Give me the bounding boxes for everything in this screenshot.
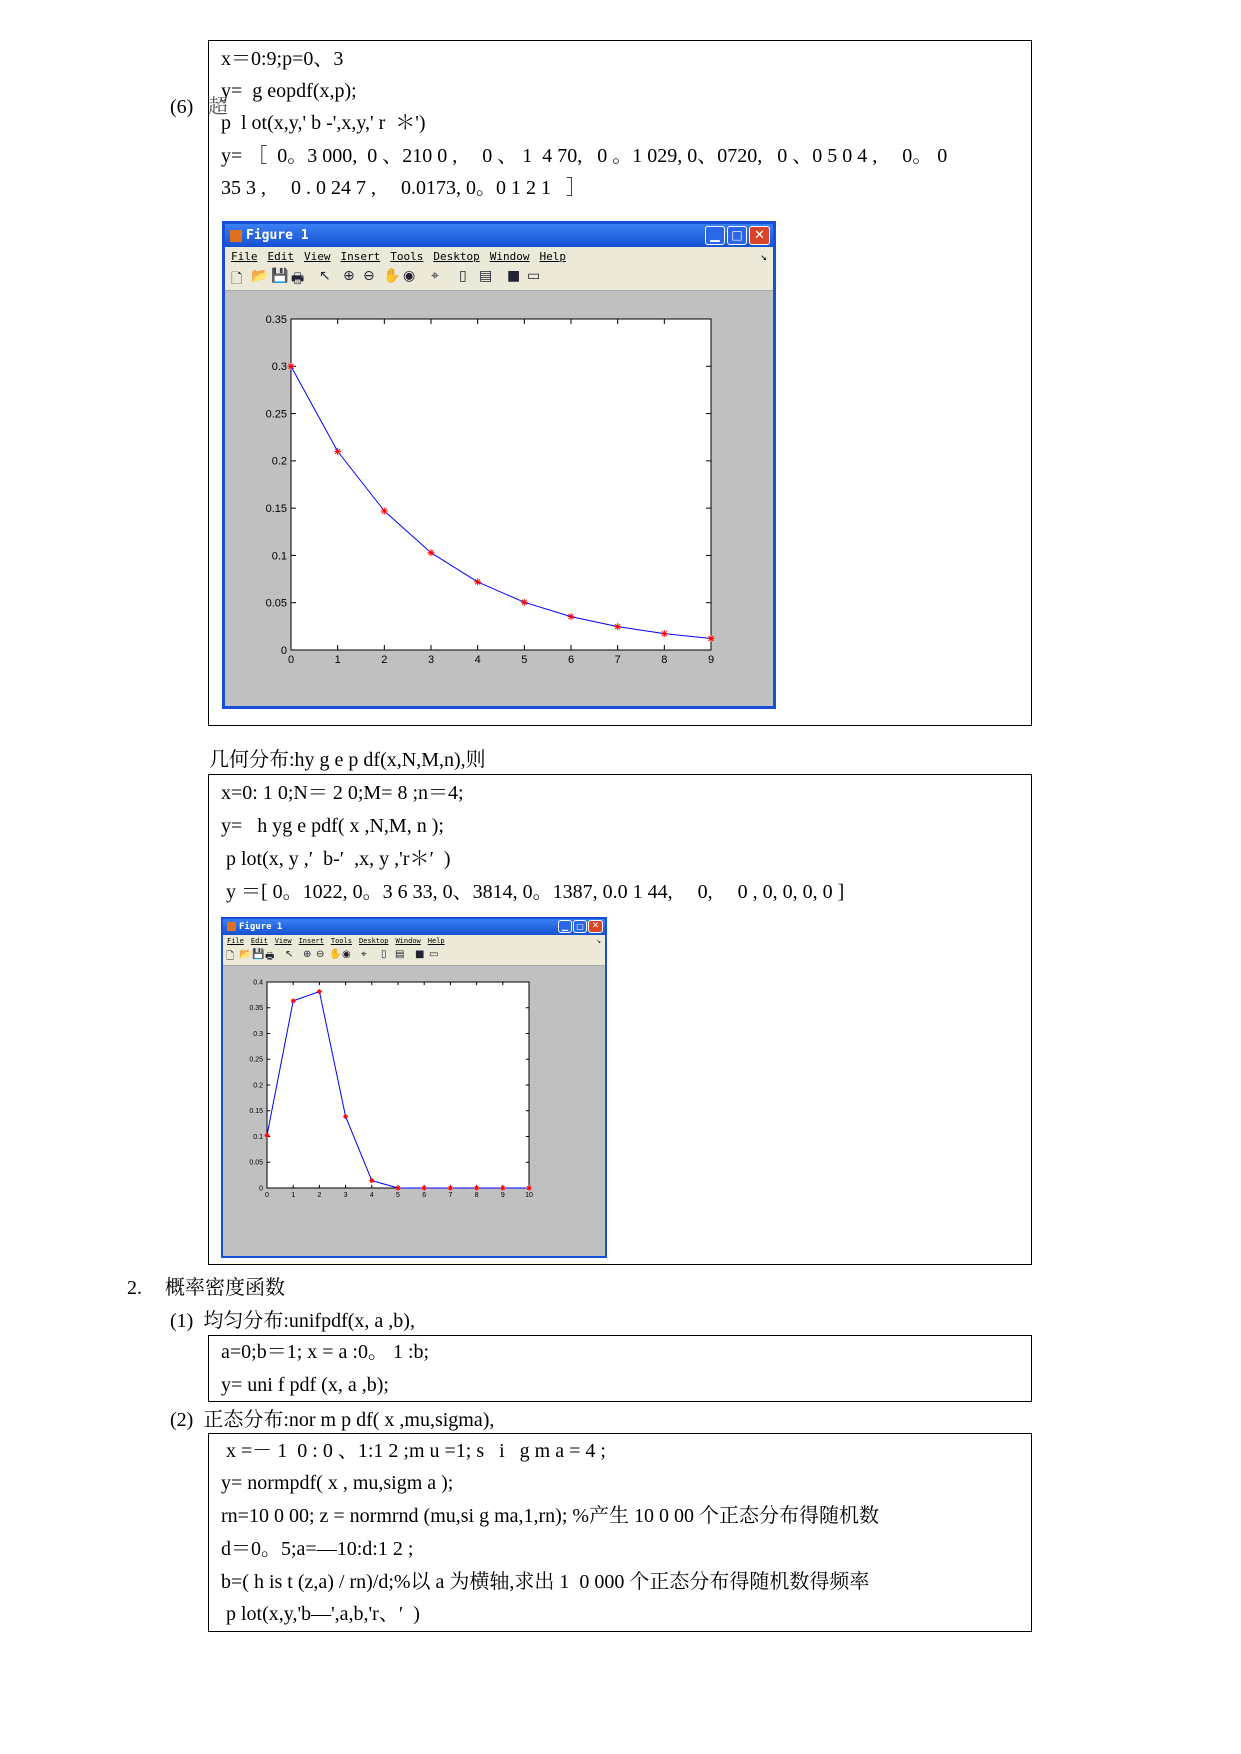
code-line: p lot(x, y ,′ b-′ ,x, y ,'r＊′ ) <box>221 848 451 870</box>
section-number: 2. <box>127 1277 142 1299</box>
menu-file[interactable]: File <box>231 250 258 263</box>
close-button[interactable]: ✕ <box>749 226 770 245</box>
menu-view[interactable]: View <box>304 250 331 263</box>
unif-code-box <box>208 1335 1032 1402</box>
legend-icon[interactable]: ▤ <box>479 268 493 284</box>
figure-plot-area <box>225 290 773 706</box>
figure-window <box>221 917 607 1258</box>
menu-window[interactable]: Window <box>395 937 421 945</box>
x-tick-label: 0 <box>265 1192 269 1199</box>
data-point-marker <box>448 1186 453 1191</box>
colorbar-icon[interactable]: ▯ <box>381 949 387 960</box>
print-icon[interactable]: 🖶 <box>291 271 305 287</box>
figure-titlebar <box>223 919 605 935</box>
figure-toolbar <box>223 948 605 966</box>
hyper-code-box <box>208 774 1032 1265</box>
menubar-dock-icon[interactable]: ↘ <box>596 937 601 945</box>
code-line: y= ［ 0。3 000, 0 、210 0 , 0 、 1 4 70, 0 。1 029, 0、0720, 0 、0 5 0 4 , 0。 0 <box>221 145 948 167</box>
y-tick-label: 0.3 <box>271 361 287 374</box>
code-line: y ＝[ 0。1022, 0。3 6 33, 0、3814, 0。1387, 0.0 1 44, 0, 0 , 0, 0, 0, 0 ] <box>221 881 845 903</box>
y-tick-label: 0.2 <box>271 455 287 468</box>
save-icon[interactable]: 💾 <box>271 268 289 284</box>
code-line: y= h yg e pdf( x ,N,M, n ); <box>221 815 444 837</box>
pan-hand-icon[interactable]: ✋ <box>383 268 401 284</box>
legend-icon[interactable]: ▤ <box>395 949 405 960</box>
code-line: y= normpdf( x , mu,sigm a ); <box>221 1472 454 1494</box>
code-line: d＝0。5;a=—10:d:1 2 ; <box>221 1538 414 1560</box>
menu-tools[interactable]: Tools <box>390 250 424 263</box>
menu-edit[interactable]: Edit <box>250 937 268 945</box>
pointer-icon[interactable]: ↖ <box>319 268 331 284</box>
x-tick-label: 2 <box>317 1192 322 1199</box>
x-tick-label: 0 <box>287 654 295 666</box>
menubar-dock-icon[interactable]: ↘ <box>760 250 767 263</box>
x-tick-label: 6 <box>422 1192 427 1199</box>
x-tick-label: 10 <box>525 1192 533 1199</box>
rotate-icon[interactable]: ◉ <box>403 268 416 284</box>
menu-desktop[interactable]: Desktop <box>358 937 389 945</box>
data-point-marker <box>396 1186 401 1191</box>
pan-hand-icon[interactable]: ✋ <box>329 949 342 960</box>
zoom-out-icon[interactable]: ⊖ <box>316 949 325 960</box>
minimize-button[interactable]: ▁ <box>705 226 725 245</box>
matlab-icon <box>227 922 236 931</box>
figure-title: Figure 1 <box>239 922 283 932</box>
y-tick-label: 0.25 <box>249 1056 263 1064</box>
hide-plot-tools-icon[interactable]: ■ <box>507 268 521 284</box>
minimize-button[interactable]: ▁ <box>558 920 572 933</box>
axes-box <box>267 982 529 1188</box>
y-tick-label: 0.15 <box>265 502 287 515</box>
code-line: 35 3 , 0 . 0 24 7 , 0.0173, 0。0 1 2 1 ］ <box>221 177 586 199</box>
menu-insert[interactable]: Insert <box>340 250 381 263</box>
menu-desktop[interactable]: Desktop <box>433 250 480 263</box>
menu-tools[interactable]: Tools <box>330 937 352 945</box>
figure-menubar <box>223 935 605 948</box>
code-line: p lot(x,y,'b—',a,b,'r、′ ) <box>221 1603 420 1625</box>
x-tick-label: 9 <box>707 654 715 666</box>
print-icon[interactable]: 🖶 <box>265 951 275 962</box>
section-title: 概率密度函数 <box>165 1277 285 1299</box>
y-tick-label: 0 <box>259 1185 263 1193</box>
x-tick-label: 6 <box>567 654 575 666</box>
code-line: p l ot(x,y,' b -',x,y,' r ＊') <box>221 112 426 134</box>
x-tick-label: 5 <box>396 1192 400 1199</box>
code-line: rn=10 0 00; z = normrnd (mu,si g ma,1,rn); %产生 10 0 00 个正态分布得随机数 <box>221 1505 880 1527</box>
y-tick-label: 0.2 <box>253 1082 263 1090</box>
y-tick-label: 0.35 <box>249 1005 263 1013</box>
y-tick-label: 0.05 <box>249 1159 263 1167</box>
code-line: y= uni f pdf (x, a ,b); <box>221 1374 389 1396</box>
x-tick-label: 1 <box>291 1192 296 1199</box>
code-line: a=0;b＝1; x = a :0。 1 :b; <box>221 1341 430 1363</box>
menu-file[interactable]: File <box>227 937 244 945</box>
unif-heading: (1) 均匀分布:unifpdf(x, a ,b), <box>170 1310 415 1332</box>
show-plot-tools-icon[interactable]: ▭ <box>527 268 541 284</box>
y-tick-label: 0.05 <box>265 597 287 610</box>
matlab-icon <box>230 230 242 242</box>
axes-box <box>291 319 711 650</box>
close-button[interactable]: ✕ <box>588 920 603 933</box>
figure-window <box>222 221 776 709</box>
y-tick-label: 0.25 <box>265 408 287 421</box>
menu-help[interactable]: Help <box>427 937 445 945</box>
maximize-button[interactable]: □ <box>573 920 587 933</box>
new-file-icon[interactable]: 🗋 <box>231 271 243 287</box>
x-tick-label: 7 <box>448 1192 453 1199</box>
figure-toolbar <box>225 266 773 291</box>
hyper-heading: 几何分布:hy g e p df(x,N,M,n),则 <box>209 749 486 771</box>
hide-plot-tools-icon[interactable]: ■ <box>415 949 425 960</box>
x-tick-label: 8 <box>474 1192 479 1199</box>
x-tick-label: 3 <box>427 654 435 666</box>
x-tick-label: 1 <box>334 654 341 666</box>
y-tick-label: 0.4 <box>253 979 263 987</box>
data-cursor-icon[interactable]: ⌖ <box>431 268 439 284</box>
new-file-icon[interactable]: 🗋 <box>226 951 235 962</box>
norm-code-box <box>208 1433 1032 1632</box>
code-line: x＝0:9;p=0、3 <box>221 48 344 70</box>
figure-plot-area <box>223 965 605 1256</box>
norm-heading: (2) 正态分布:nor m p df( x ,mu,sigma), <box>170 1409 495 1431</box>
menu-insert[interactable]: Insert <box>298 937 324 945</box>
menu-view[interactable]: View <box>274 937 292 945</box>
data-point-marker <box>527 1186 532 1191</box>
save-icon[interactable]: 💾 <box>252 949 265 960</box>
x-tick-label: 2 <box>381 654 388 666</box>
data-point-marker <box>474 578 481 585</box>
figure-menubar <box>225 247 773 266</box>
show-plot-tools-icon[interactable]: ▭ <box>429 949 439 960</box>
zoom-out-icon[interactable]: ⊖ <box>363 268 375 284</box>
y-tick-label: 0.3 <box>253 1030 263 1038</box>
data-point-marker <box>500 1186 505 1191</box>
y-tick-label: 0.1 <box>253 1133 263 1141</box>
x-tick-label: 4 <box>474 654 481 666</box>
x-tick-label: 8 <box>661 654 668 666</box>
code-line: x=0: 1 0;N＝ 2 0;M= 8 ;n＝4; <box>221 782 464 804</box>
zoom-in-icon[interactable]: ⊕ <box>303 949 312 960</box>
geo-code-box <box>208 40 1032 726</box>
x-tick-label: 7 <box>614 654 621 666</box>
code-line: b=( h is t (z,a) / rn)/d;%以 a 为横轴,求出 1 0 000 个正态分布得随机数得频率 <box>221 1571 870 1593</box>
figure-titlebar <box>225 224 773 247</box>
zoom-in-icon[interactable]: ⊕ <box>343 268 355 284</box>
code-line: x =－ 1 0 : 0 、1:1 2 ;m u =1; s i g m a = 4 ; <box>221 1440 606 1462</box>
y-tick-label: 0.1 <box>271 550 287 563</box>
colorbar-icon[interactable]: ▯ <box>459 268 467 284</box>
menu-window[interactable]: Window <box>489 250 530 263</box>
rotate-icon[interactable]: ◉ <box>342 949 351 960</box>
code-line: y= g eopdf(x,p); <box>221 80 357 102</box>
open-folder-icon[interactable]: 📂 <box>251 268 269 284</box>
y-tick-label: 0.35 <box>265 313 287 326</box>
figure-title: Figure 1 <box>246 228 309 243</box>
x-tick-label: 3 <box>343 1192 348 1199</box>
overlap-char: 超 <box>208 96 228 118</box>
x-tick-label: 4 <box>369 1192 374 1199</box>
item-index-6: (6) <box>170 96 194 118</box>
x-tick-label: 9 <box>500 1192 505 1199</box>
open-folder-icon[interactable]: 📂 <box>239 949 252 960</box>
pointer-icon[interactable]: ↖ <box>285 949 294 960</box>
data-point-marker <box>474 1186 479 1191</box>
y-tick-label: 0.15 <box>249 1108 263 1116</box>
maximize-button[interactable]: □ <box>727 226 747 245</box>
x-tick-label: 5 <box>521 654 528 666</box>
menu-help[interactable]: Help <box>539 250 566 263</box>
data-cursor-icon[interactable]: ⌖ <box>361 949 367 960</box>
y-tick-label: 0 <box>280 644 287 657</box>
menu-edit[interactable]: Edit <box>267 250 294 263</box>
